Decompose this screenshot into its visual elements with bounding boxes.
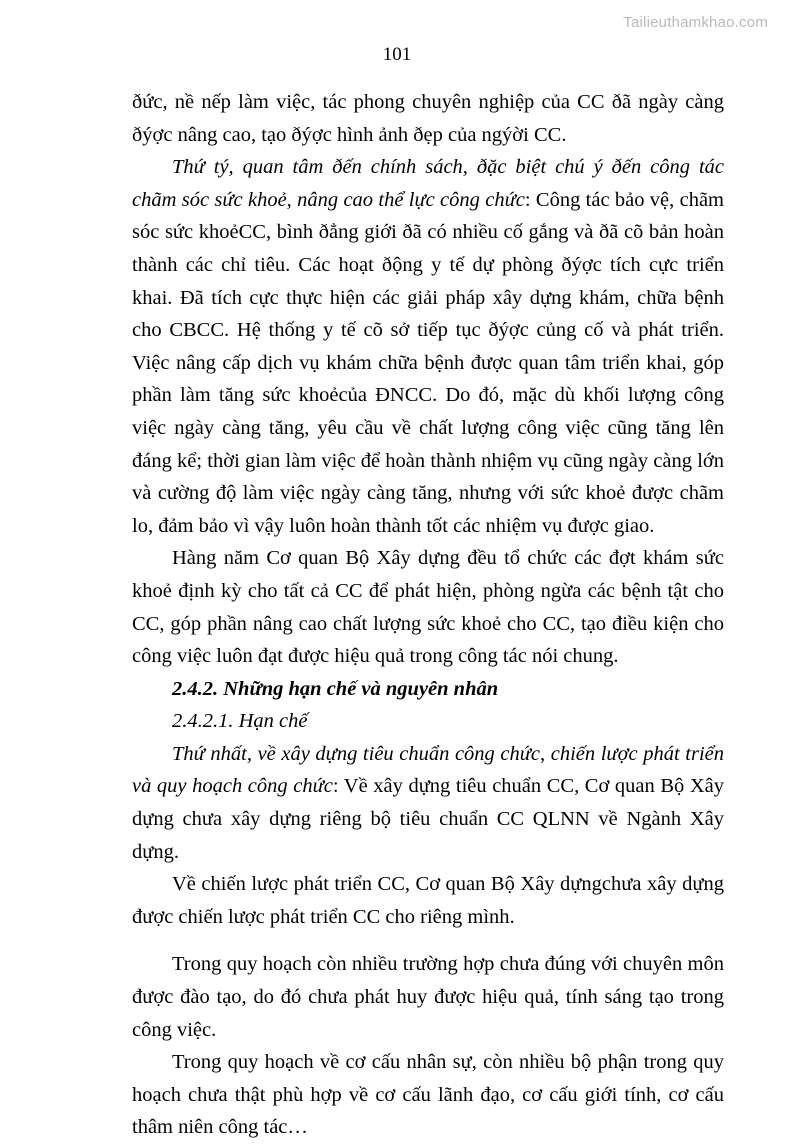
paragraph-thu-tu — [132, 151, 724, 542]
paragraph-thu-tu-lead: Thứ tý, quan tâm ðến chính sách, ðặc biệt chú ý ðến công tác chãm sóc sức khoẻ, nâng cao thể lực công chức — [132, 156, 724, 211]
paragraph-continued: ðức, nề nếp làm việc, tác phong chuyên nghiệp của CC ðã ngày càng ðýợc nâng cao, tạo ðýợc hình ảnh ðẹp của ngýời CC. — [132, 91, 724, 146]
paragraph-thu-nhat-body: : Về xây dựng tiêu chuẩn CC, Cơ quan Bộ Xây dựng chưa xây dựng riêng bộ tiêu chuẩn CC QLNN về Ngành Xây dựng. — [132, 775, 724, 863]
paragraph-quy-hoach-2: Trong quy hoạch về cơ cấu nhân sự, còn nhiều bộ phận trong quy hoạch chưa thật phù hợp về cơ cấu lãnh đạo, cơ cấu giới tính, cơ cấu thâm niên công tác… — [132, 1051, 724, 1139]
paragraph-quy-hoach-1: Trong quy hoạch còn nhiều trường hợp chưa đúng với chuyên môn được đào tạo, do đó chưa phát huy được hiệu quả, tính sáng tạo trong công việc. — [132, 953, 724, 1041]
page-number: 101 — [382, 44, 412, 65]
heading-2-4-2: 2.4.2. Những hạn chế và nguyên nhân — [172, 677, 499, 700]
paragraph-thu-tu-body: : Công tác bảo vệ, chãm sóc sức khoẻCC, bình ðẳng giới ðã có nhiều cố gắng và ðã cõ bản hoàn thành các chỉ tiêu. Các hoạt ðộng y tế dự phòng ðýợc tích cực triển khai. Đã tích cực thực hiện các giải pháp xây dựng khám, chữa bệnh cho CBCC. Hệ thống y tế cõ sở tiếp tục ðýợc củng cố và phát triển. Việc nâng cấp dịch vụ khám chữa bệnh được quan tâm triển khai, góp phần làm tăng sức khoẻcủa ĐNCC. Do đó, mặc dù khối lượng công việc ngày càng tăng, yêu cầu về chất lượng công việc cũng tăng lên đáng kể; thời gian làm việc để hoàn thành nhiệm vụ cũng ngày càng lớn và cường độ làm việc ngày càng tăng, nhưng với sức khoẻ được chãm lo, đảm bảo vì vậy luôn hoàn thành tốt các nhiệm vụ được giao. — [132, 188, 724, 537]
watermark-label: Tailieuthamkhao.com — [623, 14, 768, 31]
paragraph-thu-nhat — [132, 738, 724, 868]
page-content — [132, 86, 724, 1144]
paragraph-thu-nhat-lead: Thứ nhất, về xây dựng tiêu chuẩn công chức, chiến lược phát triển và quy hoạch công chức — [132, 742, 724, 798]
paragraph-chien-luoc: Về chiến lược phát triển CC, Cơ quan Bộ Xây dựngchưa xây dựng được chiến lược phát triển CC cho riêng mình. — [132, 873, 724, 928]
heading-2-4-2-1: 2.4.2.1. Hạn chế — [172, 710, 308, 733]
paragraph-hang-nam: Hàng năm Cơ quan Bộ Xây dựng đều tổ chức các đợt khám sức khoẻ định kỳ cho tất cả CC để phát hiện, phòng ngừa các bệnh tật cho CC, góp phần nâng cao chất lượng sức khoẻ cho CC, tạo điều kiện cho công việc luôn đạt được hiệu quả trong công tác nói chung. — [132, 547, 724, 668]
